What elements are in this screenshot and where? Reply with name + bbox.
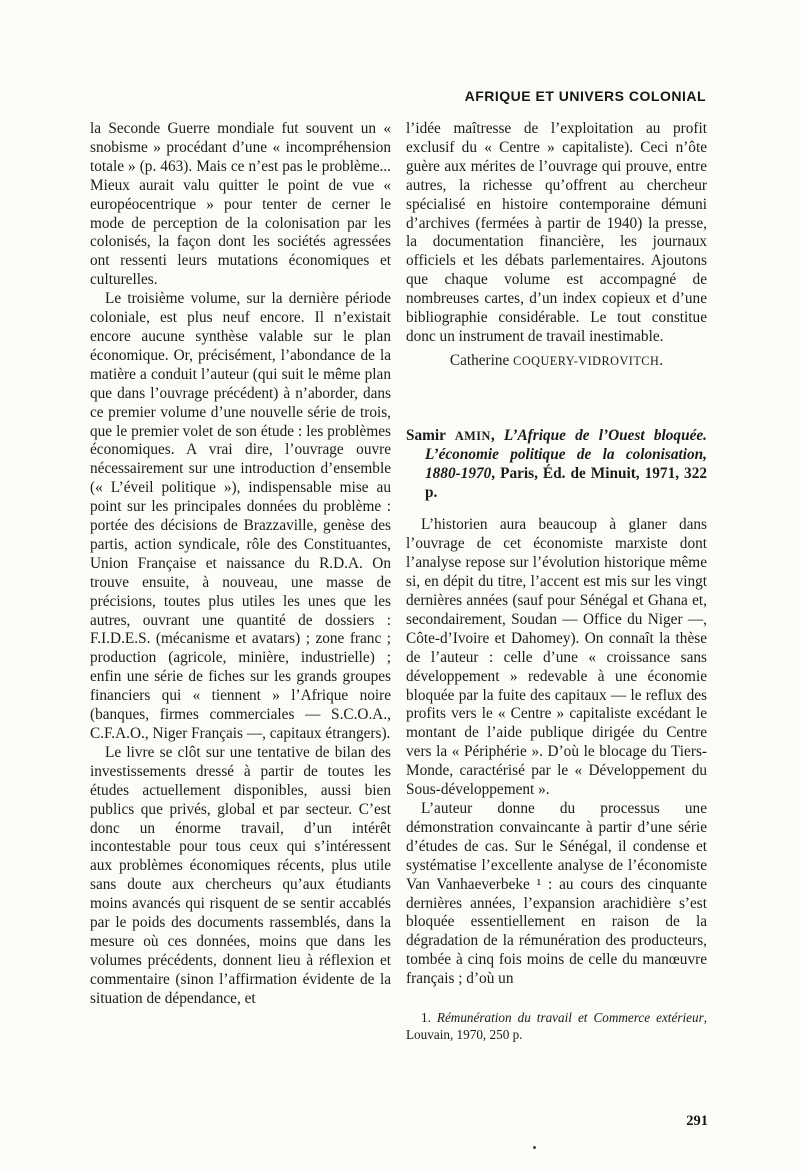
citation-author-first-name: Samir <box>406 426 455 444</box>
scan-artifact-dot <box>533 1146 536 1149</box>
paragraph: L’historien aura beaucoup à glaner dans l’ouvrage de cet économiste marxiste dont l’analyse repose sur l’évolution historique même si, en dépit du titre, l’accent est mis sur les vingt dernières années (sauf pour Sénégal et Ghana et, secondairement, Soudan — Office du Niger —, Côte-d’Ivoire et Dahomey). On connaît la thèse de l’auteur : celle d’une « croissance sans développement » redevable à une économie bloquée par la fuite des capitaux — le reflux des profits vers le « Centre » capitaliste excédant le montant de l’aide publique dirigée du Centre vers la « Périphérie ». D’où le blocage du Tiers-Monde, caractérisé par le « Développement du Sous-développement ». <box>406 516 707 799</box>
reviewer-first-name: Catherine <box>449 351 514 369</box>
signature-period: . <box>659 351 664 369</box>
footnote-work-title: Rémunération du travail et Commerce extérieur <box>436 1010 704 1026</box>
page-number: 291 <box>686 1113 708 1129</box>
paragraph: L’auteur donne du processus une démonstration convaincante à partir d’une série d’études de cas. Sur le Sénégal, il condense et systématise l’excellente analyse de l’économiste Van Vanhaeverbeke ¹ : au cours des cinquante dernières années, l’expansion arachidière s’est bloquée essentiellement en raison de la dégradation de la rémunération des producteurs, tombée à cinq fois moins de celle du manœuvre français ; d’où un <box>406 800 707 988</box>
footnote-number: 1. <box>421 1010 437 1026</box>
paragraph-continued: l’idée maîtresse de l’exploitation au profit exclusif du « Centre » capitaliste). Ceci n’ôte guère aux mérites de l’ouvrage qui prouve, entre autres, la richesse qu’offrent au chercheur spécialisé en histoire contemporaine démuni d’archives (fermées à partir de 1940) la presse, la documentation financière, les journaux officiels et les débats parlementaires. Ajoutons que chaque volume est accompagné de nombreuses cartes, d’un index copieux et d’une bibliographie considérable. Le tout constitue donc un instrument de travail inestimable. <box>406 120 707 345</box>
footnote-rest: , Louvain, 1970, 250 p. <box>406 1010 707 1043</box>
reviewer-signature <box>406 352 707 371</box>
left-column <box>90 120 391 1043</box>
footnote <box>406 1009 707 1043</box>
running-head: AFRIQUE ET UNIVERS COLONIAL <box>464 88 706 104</box>
paragraph: Le troisième volume, sur la dernière période coloniale, est plus neuf encore. Il n’existait encore aucune synthèse valable sur le plan économique. Or, précisément, l’abondance de la matière a conduit l’auteur (qui suit le même plan que dans l’ouvrage précédent) à n’aborder, dans ce premier volume d’une nouvelle série de trois, que le premier volet de son étude : les problèmes économiques. A vrai dire, l’ouvrage ouvre nécessairement sur une introduction d’ensemble (« L’éveil politique »), indispensable mise au point sur les principales données du problème : portée des décisions de Brazzaville, genèse des partis, action syndicale, rôle des Constituantes, Union Française et naissance du R.D.A. On trouve ensuite, à nouveau, une masse de précisions, toutes plus utiles les unes que les autres, ouvrant une quantité de dossiers : F.I.D.E.S. (mécanisme et avatars) ; zone franc ; production (agricole, minière, industrielle) ; enfin une série de fiches sur les grands groupes financiers qui « tiennent » l’Afrique noire (banques, firmes commerciales — S.C.O.A., C.F.A.O., Niger Français —, capitaux étrangers). <box>90 290 391 742</box>
right-column <box>406 120 707 1043</box>
citation-separator: , <box>490 426 504 444</box>
text-columns <box>90 120 707 1043</box>
citation-author-last-name: AMIN <box>454 428 491 443</box>
citation-publisher: , Paris, Éd. de Minuit, 1971, 322 p. <box>425 464 707 501</box>
citation-book-title: L’Afrique de l’Ouest bloquée. L’économie politique de la colonisation, 1880-1970 <box>425 426 707 482</box>
reviewer-last-name: COQUERY-VIDROVITCH <box>513 353 660 368</box>
book-citation <box>406 427 707 503</box>
paragraph: Le livre se clôt sur une tentative de bilan des investissements dressé à partir de toutes les études actuellement disponibles, aussi bien publics que privés, global et par secteur. C’est donc un énorme travail, d’un intérêt incontestable pour tous ceux qui s’intéressent aux problèmes économiques récents, plus utile sans doute aux chercheurs qu’aux étudiants moins avancés qui risquent de se sentir accablés par le poids des documents rassemblés, dans la mesure où ces données, moins que dans les volumes précédents, donnent lieu à réflexion et commentaire (sinon l’affirmation évidente de la situation de dépendance, et <box>90 743 391 1007</box>
paragraph-continued-from-previous-page: la Seconde Guerre mondiale fut souvent un « snobisme » procédant d’une « incompréhension totale » (p. 463). Mais ce n’est pas le problème... Mieux aurait valu quitter le point de vue « européocentrique » pour tenter de cerner le mode de perception de la colonisation par les colonisés, la façon dont les sociétés agressées ont ressenti leurs mutations économiques et culturelles. <box>90 120 391 289</box>
